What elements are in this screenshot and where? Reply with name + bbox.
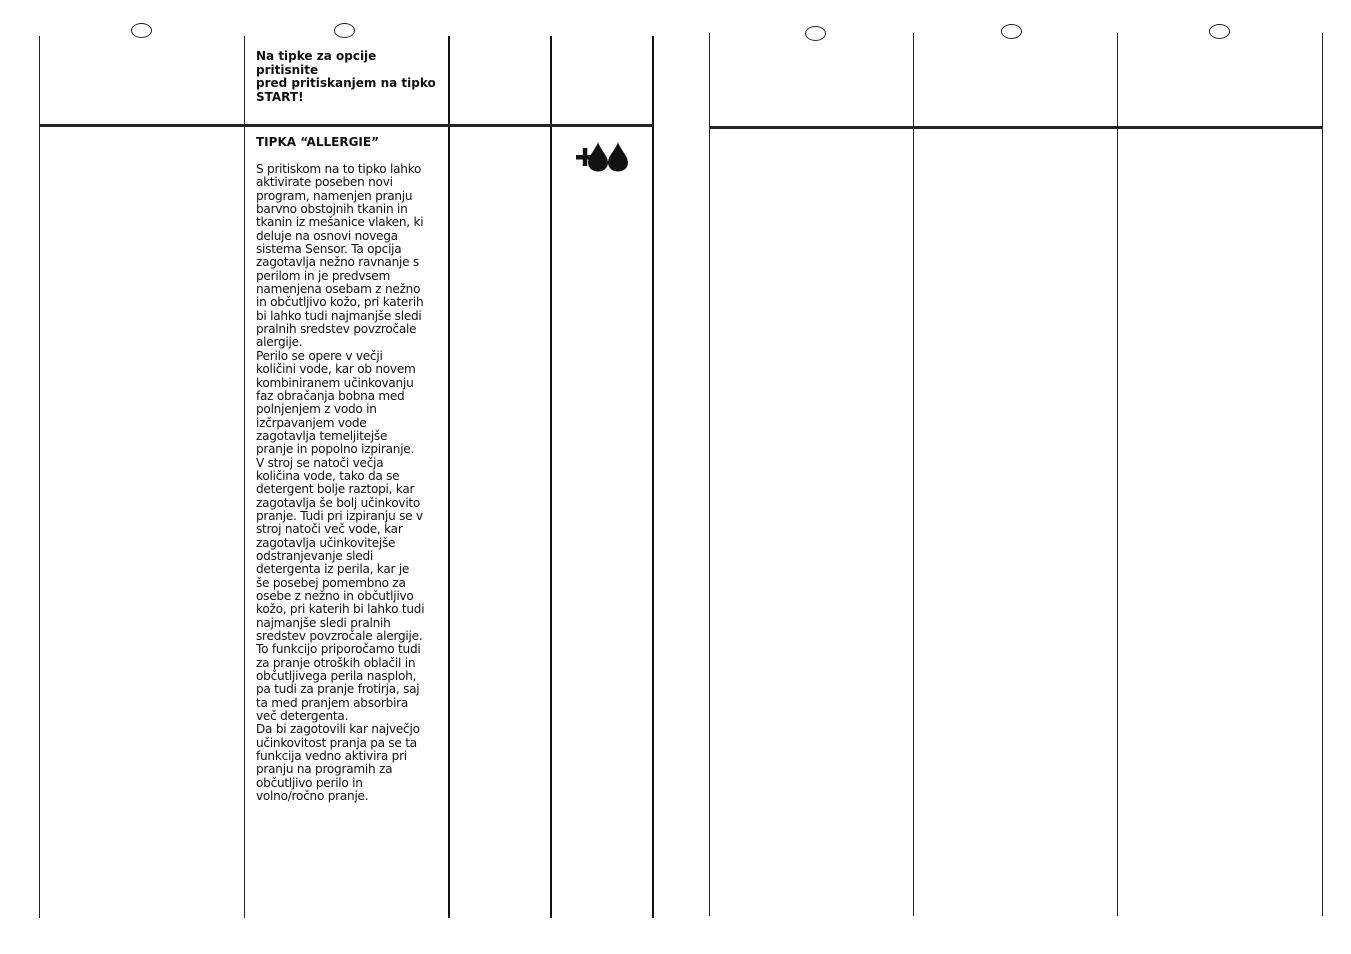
column-divider	[550, 36, 552, 918]
text-line: zagotavlja nežno ravnanje s	[256, 255, 419, 270]
text-line: sredstev povzročale alergije.	[256, 629, 423, 644]
column-divider	[39, 36, 40, 918]
text-line: volno/ročno pranje.	[256, 789, 369, 804]
text-line: ta med pranjem absorbira	[256, 695, 409, 710]
paragraph-3	[256, 723, 442, 803]
text-line: program, namenjen pranju	[256, 188, 413, 203]
plus-two-water-drops-icon	[576, 141, 630, 173]
text-line: deluje na osnovi novega	[256, 228, 398, 243]
text-line: bi lahko tudi najmanjše sledi	[256, 308, 422, 323]
section-body	[256, 163, 442, 804]
text-line: namenjena osebam z nežno	[256, 282, 421, 297]
notice-line: Na tipke za opcije pritisnite	[256, 49, 377, 77]
text-line: detergent bolje raztopi, kar	[256, 482, 415, 497]
text-line: pranje in popolno izpiranje.	[256, 442, 415, 457]
text-line: polnjenjem z vodo in	[256, 402, 377, 417]
column-divider	[652, 36, 654, 918]
notice-line: START!	[256, 89, 304, 104]
text-line: najmanjše sledi pralnih	[256, 615, 391, 630]
language-oval-icon	[131, 23, 152, 38]
text-line: S pritiskom na to tipko lahko	[256, 162, 422, 176]
text-line: učinkovitost pranja pa se ta	[256, 735, 417, 750]
text-line: in občutljivo kožo, pri katerih	[256, 295, 424, 310]
section-heading: TIPKA “ALLERGIE”	[256, 135, 379, 149]
paragraph-2	[256, 350, 442, 724]
column-divider	[244, 36, 245, 918]
column-divider	[709, 33, 710, 916]
text-line: Da bi zagotovili kar največjo	[256, 722, 420, 737]
notice-line: pred pritiskanjem na tipko	[256, 76, 436, 90]
text-line: sistema Sensor. Ta opcija	[256, 242, 402, 257]
text-line: občutljivega perila nasploh,	[256, 669, 417, 684]
text-line: stroj natoči več vode, kar	[256, 522, 403, 537]
text-line: pranje. Tudi pri izpiranju se v	[256, 508, 423, 523]
section-rule	[40, 124, 653, 127]
text-line: odstranjevanje sledi	[256, 548, 373, 563]
text-line: več detergenta.	[256, 709, 349, 724]
paragraph-1	[256, 163, 442, 350]
text-line: kožo, pri katerih bi lahko tudi	[256, 602, 425, 617]
options-notice	[256, 50, 441, 104]
text-line: pa tudi za pranje frotirja, saj	[256, 682, 420, 697]
language-oval-icon	[805, 26, 826, 41]
section-rule	[710, 126, 1323, 129]
language-oval-icon	[1209, 24, 1230, 39]
text-line: še posebej pomembno za	[256, 575, 406, 590]
text-line: pranju na programih za	[256, 762, 393, 777]
text-line: To funkcijo priporočamo tudi	[256, 642, 421, 657]
column-divider	[913, 33, 914, 916]
text-line: V stroj se natoči večja	[256, 455, 384, 470]
text-line: perilom in je predvsem	[256, 268, 391, 283]
text-line: barvno obstojnih tkanin in	[256, 202, 408, 217]
column-divider	[1117, 33, 1118, 916]
text-line: alergije.	[256, 335, 303, 350]
text-line: detergenta iz perila, kar je	[256, 562, 410, 577]
column-divider	[1322, 33, 1323, 916]
text-line: funkcija vedno aktivira pri	[256, 749, 407, 764]
text-line: občutljivo perilo in	[256, 775, 363, 790]
language-oval-icon	[1001, 24, 1022, 39]
text-line: tkanin iz mešanice vlaken, ki	[256, 215, 424, 230]
text-line: Perilo se opere v večji	[256, 348, 383, 363]
text-line: zagotavlja temeljitejše	[256, 428, 388, 443]
text-line: kombiniranem učinkovanju	[256, 375, 414, 390]
text-line: faz obračanja bobna med	[256, 388, 405, 403]
text-line: količini vode, kar ob novem	[256, 362, 416, 377]
text-line: zagotavlja učinkovitejše	[256, 535, 396, 550]
column-divider	[448, 36, 450, 918]
text-line: za pranje otroških oblačil in	[256, 655, 416, 670]
text-line: zagotavlja še bolj učinkovito	[256, 495, 421, 510]
text-line: izčrpavanjem vode	[256, 415, 367, 430]
text-line: aktivirate poseben novi	[256, 175, 393, 190]
text-line: osebe z nežno in občutljivo	[256, 589, 414, 603]
text-line: količina vode, tako da se	[256, 468, 400, 483]
language-oval-icon	[334, 23, 355, 38]
text-line: pralnih sredstev povzročale	[256, 322, 417, 337]
